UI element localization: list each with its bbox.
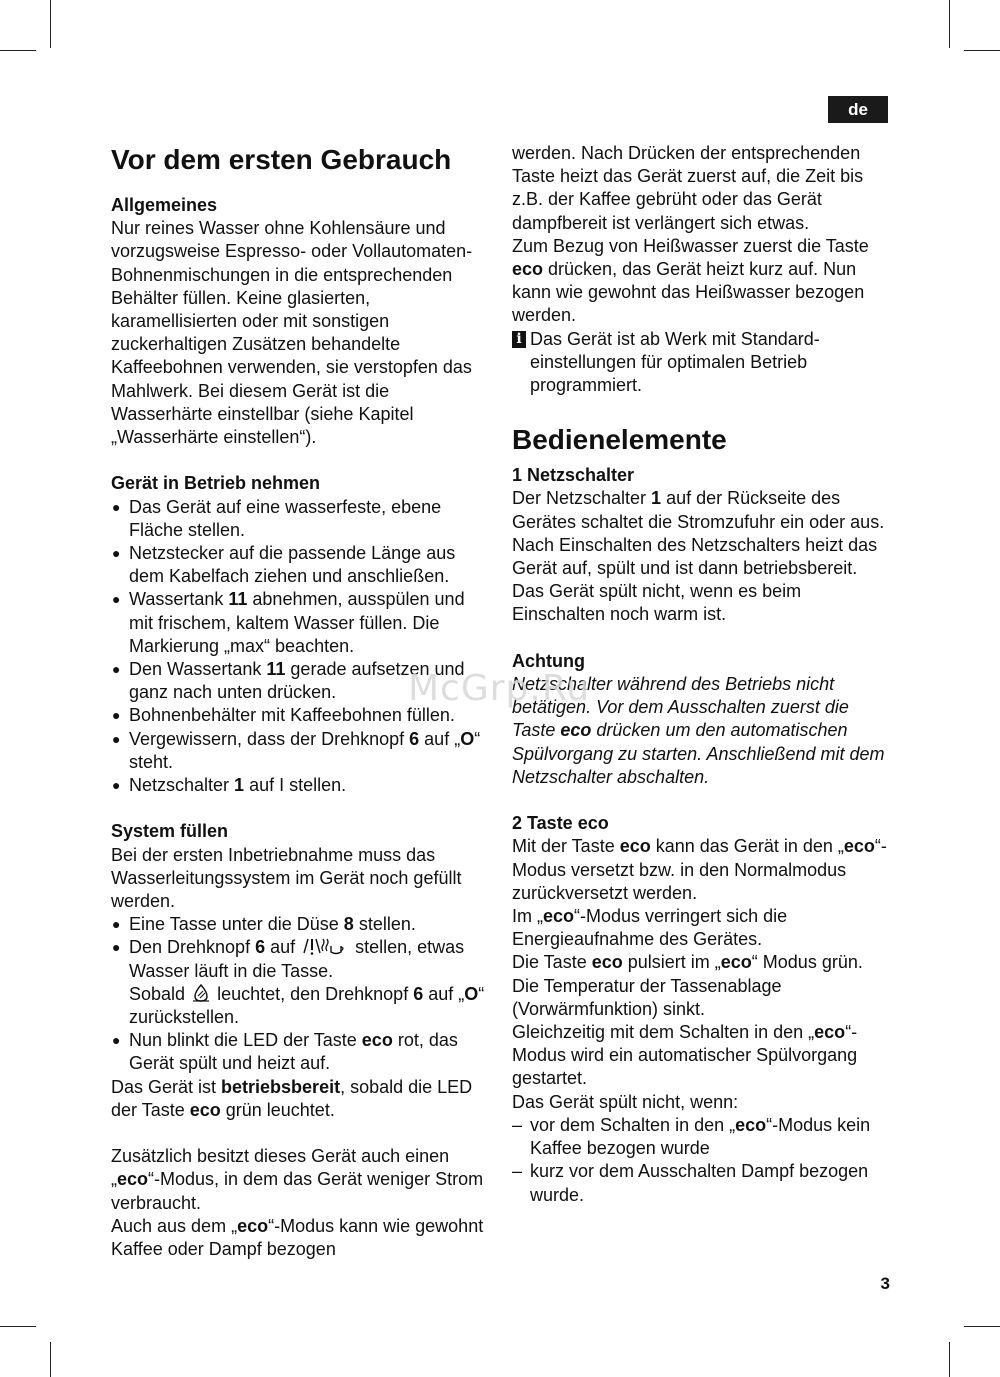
heading-start-operation: Gerät in Betrieb nehmen — [111, 473, 321, 494]
page-number: 3 — [880, 1274, 890, 1293]
no-rinse-list — [512, 1114, 892, 1207]
watermark: McGrp.Ru — [408, 668, 591, 709]
section-title-controls: Bedienelemente — [512, 424, 727, 456]
eco-button-text-2: Im „eco“-Modus verringert sich die Energieaufnahme des Gerätes. — [512, 906, 788, 950]
list-item: ● Eine Tasse unter die Düse 8 stellen. — [111, 913, 491, 936]
start-operation-list — [111, 496, 491, 798]
eco-button-text: Mit der Taste eco kann das Gerät in den „eco“-Modus versetzt bzw. in den Normalmodus zurückversetzt werden. — [512, 836, 887, 903]
heading-power-switch: 1 Netzschalter — [512, 465, 635, 486]
general-text: Nur reines Wasser ohne Kohlensäure und vorzugsweise Espresso- oder Vollautomaten-Bohnenmischungen in die entsprechenden Behälter füllen. Keine glasierten, karamellisierten oder mit sonstigen zuckerhaltigen Zusätzen behandelte Kaffeebohnen verwenden, sie verstopfen das Mahlwerk. Bei diesem Gerät ist die Wasserhärte einstellbar (siehe Kapitel „Wasserhärte einstellen“). — [111, 218, 473, 448]
list-item: ● Den Drehknopf 6 auf stellen, etwas Wasser läuft in die Tasse. Sobald leuchtet, den Drehknopf 6 auf „O“ zurückstellen. — [111, 936, 491, 1029]
section-title-first-use: Vor dem ersten Gebrauch — [111, 144, 452, 175]
list-item: ● Nun blinkt die LED der Taste eco rot, das Gerät spült und heizt auf. — [111, 1029, 491, 1075]
crop-mark — [50, 0, 51, 48]
heading-fill-system: System füllen — [111, 821, 229, 842]
list-item: ● Bohnenbehälter mit Kaffeebohnen füllen. — [111, 704, 491, 727]
hot-water-text: Zum Bezug von Heißwasser zuerst die Taste eco drücken, das Gerät heizt kurz auf. Nun kann wie gewohnt das Heißwasser bezogen werden. — [512, 235, 869, 326]
list-item: ● Wassertank 11 abnehmen, ausspülen und mit frischem, kaltem Wasser füllen. Die Markierung „max“ beachten. — [111, 588, 491, 658]
eco-mode-text: Zusätzlich besitzt dieses Gerät auch einen „eco“-Modus, in dem das Gerät weniger Strom verbraucht. — [111, 1146, 484, 1213]
language-tab: de — [828, 96, 888, 123]
fill-system-list — [111, 913, 491, 1075]
eco-button-text-3: Die Taste eco pulsiert im „eco“ Modus grün. Die Temperatur der Tassenablage (Vorwärmfunktion) sinkt. — [512, 952, 863, 1019]
list-item: ● Netzstecker auf die passende Länge aus dem Kabelfach ziehen und anschließen. — [111, 542, 491, 588]
eco-button-text-5: Das Gerät spült nicht, wenn: — [512, 1091, 739, 1112]
descale-drop-icon — [190, 983, 212, 1003]
fill-system-intro: Bei der ersten Inbetriebnahme muss das Wasserleitungssystem im Gerät noch gefüllt werden. — [111, 844, 462, 912]
crop-mark — [50, 1342, 51, 1377]
crop-mark — [964, 50, 1000, 51]
list-item: ● Vergewissern, dass der Drehknopf 6 auf „O“ steht. — [111, 728, 491, 774]
ready-text: Das Gerät ist betriebsbereit, sobald die LED der Taste eco grün leuchtet. — [111, 1076, 473, 1120]
crop-mark — [0, 50, 36, 51]
list-item: ● Netzschalter 1 auf I stellen. — [111, 774, 491, 797]
crop-mark — [949, 1342, 950, 1377]
steam-hot-water-icon — [300, 936, 350, 956]
power-switch-text-3: Das Gerät spült nicht, wenn es beim Einschalten noch warm ist. — [512, 581, 802, 625]
list-item: – kurz vor dem Ausschalten Dampf bezogen wurde. — [512, 1160, 892, 1206]
power-switch-text: Der Netzschalter 1 auf der Rückseite des Gerätes schaltet die Stromzufuhr ein oder aus. — [512, 488, 885, 532]
list-item: ● Den Wassertank 11 gerade aufsetzen und ganz nach unten drücken. — [111, 658, 491, 704]
crop-mark — [0, 1326, 36, 1327]
warning-text: Netzschalter während des Betriebs nicht betätigen. Vor dem Ausschalten zuerst die Taste eco drücken um den automatischen Spülvorgang zu starten. Anschließend mit dem Netzschalter abschalten. — [512, 674, 885, 787]
crop-mark — [964, 1326, 1000, 1327]
eco-button-text-4: Gleichzeitig mit dem Schalten in den „eco“-Modus wird ein automatischer Spülvorgang gestartet. — [512, 1022, 858, 1089]
heading-warning: Achtung — [512, 650, 585, 671]
continuation-text: werden. Nach Drücken der entsprechenden Taste heizt das Gerät zuerst auf, die Zeit bis z.B. der Kaffee gebrüht oder das Gerät dampfbereit ist verlängert sich etwas. — [512, 143, 864, 233]
info-note: i Das Gerät ist ab Werk mit Standardeinstellungen für optimalen Betrieb programmiert. — [512, 328, 892, 398]
crop-mark — [949, 0, 950, 48]
list-item: ● Das Gerät auf eine wasserfeste, ebene Fläche stellen. — [111, 496, 491, 542]
heading-eco-button: 2 Taste eco — [512, 813, 609, 834]
list-item: – vor dem Schalten in den „eco“-Modus kein Kaffee bezogen wurde — [512, 1114, 892, 1160]
info-icon: i — [512, 331, 526, 348]
eco-mode-text-2: Auch aus dem „eco“-Modus kann wie gewohnt Kaffee oder Dampf bezogen — [111, 1215, 484, 1260]
power-switch-text-2: Nach Einschalten des Netzschalters heizt das Gerät auf, spült und ist dann betriebsbereit. — [512, 534, 878, 579]
heading-general: Allgemeines — [111, 195, 218, 215]
